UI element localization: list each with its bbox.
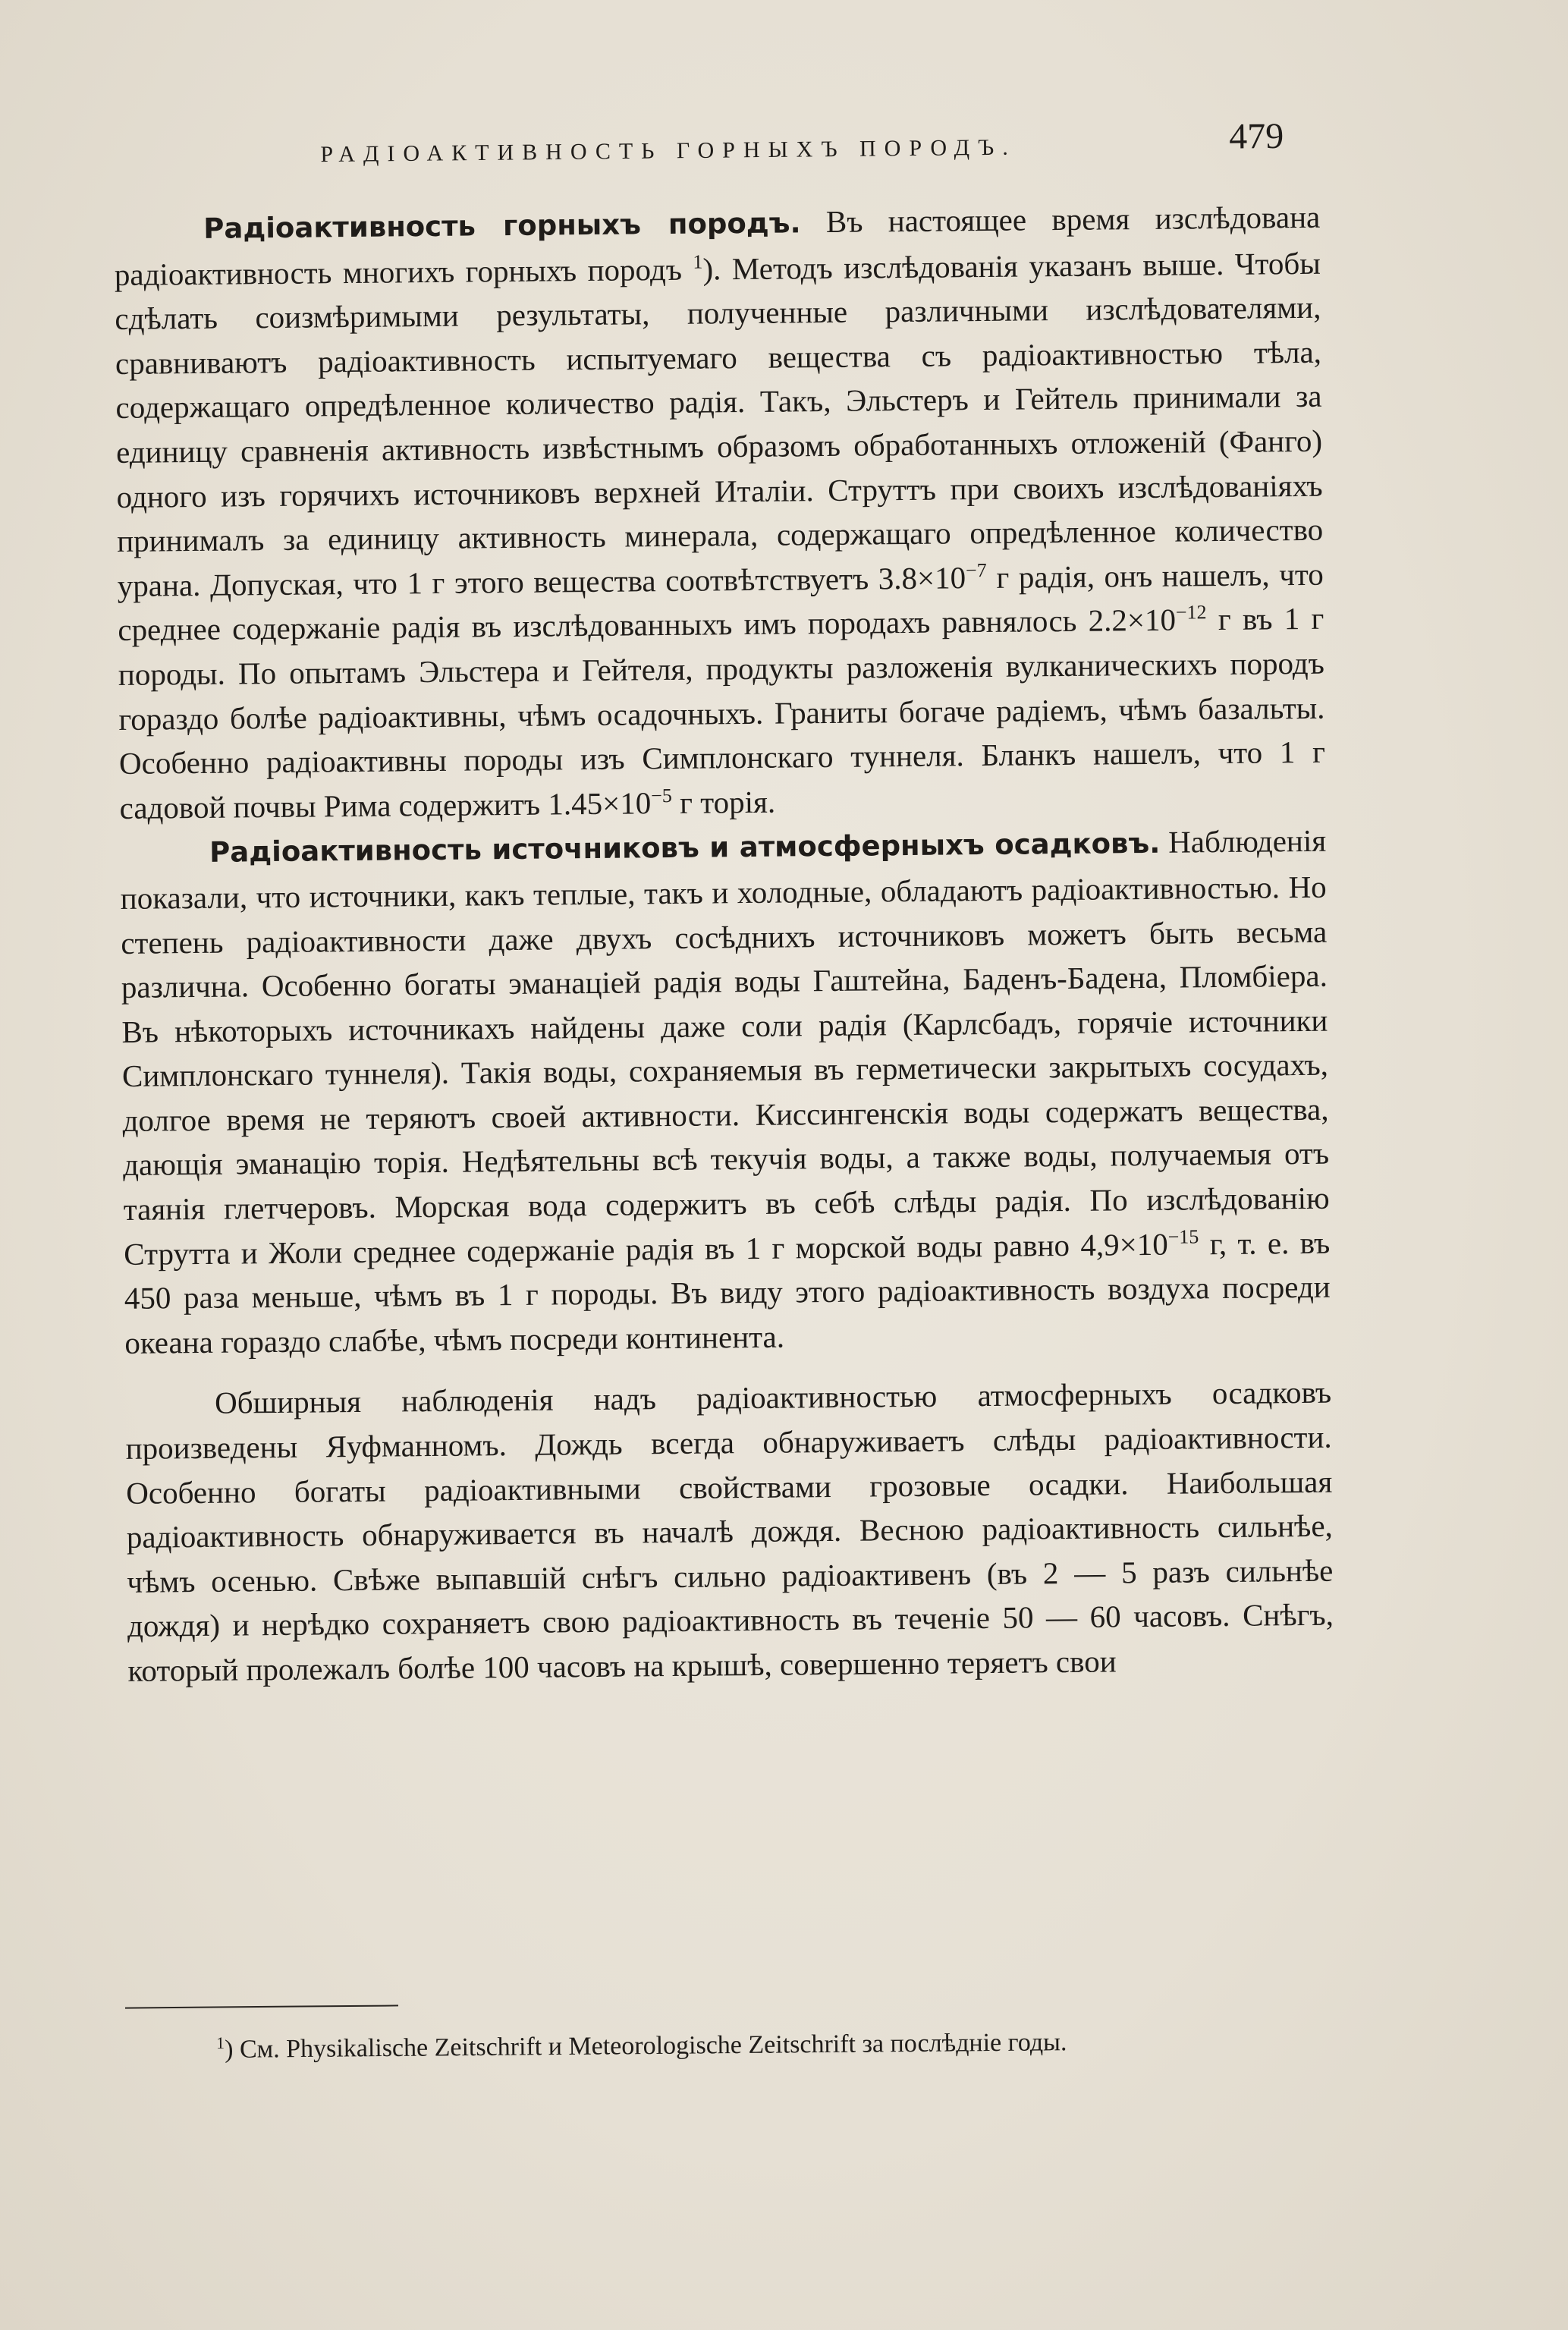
exponent: −12 xyxy=(1175,601,1207,624)
paragraph-text: г, т. е. въ 450 раза меньше, чѣмъ въ 1 г породы. Въ виду этого радіоактивность воздуха посреди океана гораздо слабѣе, чѣмъ посреди континента. xyxy=(124,1225,1331,1360)
paragraph-rocks xyxy=(114,195,1326,831)
paragraph-text: г радія, онъ нашелъ, что среднее содержаніе радія въ изслѣдованныхъ имъ породахъ равнялось 2.2×10 xyxy=(118,556,1324,648)
body-text xyxy=(114,195,1334,1693)
paragraph-text: ). Методъ изслѣдованія указанъ выше. Чтобы сдѣлать соизмѣримыми результаты, полученные различными изслѣдователями, сравниваютъ радіоактивность испытуемаго вещества съ радіоактивностью тѣла, содержащаго опредѣленное количество радія. Такъ, Эльстеръ и Гейтель принимали за единицу сравненія активность извѣстнымъ образомъ обработанныхъ отложеній (Фанго) одного изъ горячихъ источниковъ верхней Италіи. Струттъ при своихъ изслѣдованіяхъ принималъ за единицу активность минерала, содержащаго опредѣленное количество урана. Допуская, что 1 г этого вещества соотвѣтствуетъ 3.8×10 xyxy=(115,245,1324,603)
exponent: −15 xyxy=(1167,1225,1199,1248)
footnote-reference: 1 xyxy=(693,250,703,273)
section-heading-springs: Радіоактивность источниковъ и атмосферныхъ осадковъ. xyxy=(209,827,1161,869)
running-head: РАДІОАКТИВНОСТЬ ГОРНЫХЪ ПОРОДЪ. xyxy=(320,134,1017,168)
paragraph-text: Наблюденія показали, что источники, какъ теплые, такъ и холодные, обладаютъ радіоактивностью. Но степень радіоактивности даже двухъ сосѣднихъ источниковъ можетъ быть весьма различна. Особенно богаты эманаціей радія воды Гаштейна, Баденъ-Бадена, Пломбіера. Въ нѣкоторыхъ источникахъ найдены даже соли радія (Карлсбадъ, горячіе источники Симплонскаго туннеля). Такія воды, сохраняемыя въ герметически закрытыхъ сосудахъ, долгое время не теряютъ своей активности. Киссингенскія воды содержатъ вещества, дающія эманацію торія. Недѣятельны всѣ текучія воды, а также воды, получаемыя отъ таянія глетчеровъ. Морская вода содержитъ въ себѣ слѣды радія. По изслѣдованію Струтта и Жоли среднее содержаніе радія въ 1 г морской воды равно 4,9×10 xyxy=(120,823,1330,1272)
page-number: 479 xyxy=(1228,115,1284,157)
footnote-mark: 1 xyxy=(215,2033,225,2052)
paragraph-text: г въ 1 г породы. По опытамъ Эльстера и Гейтеля, продукты разложенія вулканическихъ породъ гораздо болѣе радіоактивны, чѣмъ осадочныхъ. Граниты богаче радіемъ, чѣмъ базальты. Особенно радіоактивны породы изъ Симплонскаго туннеля. Бланкъ нашелъ, что 1 г садовой почвы Рима содержитъ 1.45×10 xyxy=(118,601,1326,825)
paragraph-springs xyxy=(120,819,1331,1365)
section-heading-rocks: Радіоактивность горныхъ породъ. xyxy=(203,206,801,245)
footnote-text: ) См. Physikalische Zeitschrift и Meteorologische Zeitschrift за послѣдніе годы. xyxy=(224,2028,1067,2064)
footnote xyxy=(216,2028,1067,2064)
exponent: −5 xyxy=(650,784,672,807)
exponent: −7 xyxy=(965,558,987,581)
page-header xyxy=(114,115,1313,188)
paragraph-text: г торія. xyxy=(671,784,776,820)
footnote-divider xyxy=(125,2005,398,2008)
paragraph-precipitation xyxy=(125,1370,1334,1693)
paragraph-text: Обширныя наблюденія надъ радіоактивностью атмосферныхъ осадковъ произведены Яуфманномъ. Дождь всегда обнаруживаетъ слѣды радіоактивности. Особенно богаты радіоактивными свойствами грозовые осадки. Наибольшая радіоактивность обнаруживается въ началѣ дождя. Весною радіоактивность сильнѣе, чѣмъ осенью. Свѣже выпавшій снѣгъ сильно радіоактивенъ (въ 2 — 5 разъ сильнѣе дождя) и нерѣдко сохраняетъ свою радіоактивность въ теченіе 50 — 60 часовъ. Снѣгъ, который пролежалъ болѣе 100 часовъ на крышѣ, совершенно теряетъ свои xyxy=(125,1375,1334,1688)
paragraph-text: Въ настоящее время изслѣдована радіоактивность многихъ горныхъ породъ xyxy=(114,199,1321,292)
